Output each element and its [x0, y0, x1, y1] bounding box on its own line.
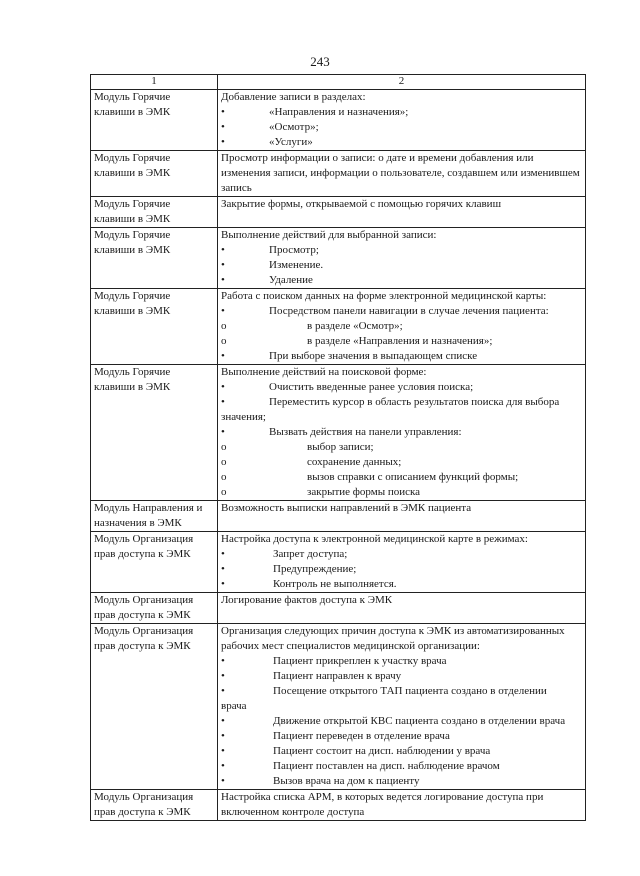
module-name-cell: Модуль Горячие клавиши в ЭМК — [91, 197, 218, 228]
module-name-cell: Модуль Организация прав доступа к ЭМК — [91, 532, 218, 593]
list-item-text: Вызов врача на дом к пациенту — [273, 775, 420, 787]
list-item — [221, 759, 582, 774]
description-cell — [218, 151, 586, 197]
sub-bullet-marker: o — [221, 441, 227, 453]
table-row — [91, 228, 586, 289]
list-item-text: сохранение данных; — [307, 456, 402, 468]
description-cell — [218, 90, 586, 151]
list-item — [221, 334, 582, 349]
table-row — [91, 289, 586, 365]
text-line: Добавление записи в разделах: — [221, 91, 366, 103]
text-line: значения; — [221, 411, 266, 423]
module-name-cell: Модуль Горячие клавиши в ЭМК — [91, 365, 218, 501]
text-line: Выполнение действий на поисковой форме: — [221, 366, 427, 378]
list-item-text: «Услуги» — [269, 136, 313, 148]
bullet-marker: • — [221, 745, 225, 757]
sub-bullet-marker: o — [221, 486, 227, 498]
list-item-text: в разделе «Осмотр»; — [307, 320, 403, 332]
column-header-1: 1 — [91, 75, 218, 90]
bullet-marker: • — [221, 259, 225, 271]
table-row — [91, 790, 586, 821]
list-item — [221, 744, 582, 759]
list-item-text: При выборе значения в выпадающем списке — [269, 350, 478, 362]
list-item-text: Пациент переведен в отделение врача — [273, 730, 450, 742]
module-name-cell: Модуль Горячие клавиши в ЭМК — [91, 228, 218, 289]
list-item — [221, 319, 582, 334]
description-cell — [218, 593, 586, 624]
text-line: врача — [221, 700, 247, 712]
list-item-text: Движение открытой КВС пациента создано в отделении врача — [273, 715, 566, 727]
list-item-text: Изменение. — [269, 259, 324, 271]
list-item — [221, 105, 582, 120]
table-row — [91, 365, 586, 501]
table-header-row — [91, 75, 586, 90]
list-item — [221, 258, 582, 273]
page-number: 243 — [310, 54, 330, 69]
text-line: Работа с поиском данных на форме электронной медицинской карты: — [221, 290, 547, 302]
bullet-marker: • — [221, 730, 225, 742]
module-name-cell: Модуль Организация прав доступа к ЭМК — [91, 624, 218, 790]
list-item — [221, 729, 582, 744]
list-item — [221, 485, 582, 500]
list-item — [221, 547, 582, 562]
module-name-cell: Модуль Горячие клавиши в ЭМК — [91, 151, 218, 197]
list-item — [221, 684, 582, 699]
table-row — [91, 532, 586, 593]
bullet-marker: • — [221, 563, 225, 575]
bullet-marker: • — [221, 136, 225, 148]
table-row — [91, 90, 586, 151]
bullet-marker: • — [221, 578, 225, 590]
bullet-marker: • — [221, 548, 225, 560]
text-line: Настройка списка АРМ, в которых ведется логирование доступа при включенном контроле доступа — [221, 791, 544, 818]
bullet-marker: • — [221, 426, 225, 438]
bullet-marker: • — [221, 244, 225, 256]
list-item-text: Пациент поставлен на дисп. наблюдение врачом — [273, 760, 500, 772]
table-row — [91, 593, 586, 624]
bullet-marker: • — [221, 121, 225, 133]
sub-bullet-marker: o — [221, 320, 227, 332]
description-cell — [218, 365, 586, 501]
bullet-marker: • — [221, 350, 225, 362]
text-line: Логирование фактов доступа к ЭМК — [221, 594, 393, 606]
bullet-marker: • — [221, 305, 225, 317]
bullet-marker: • — [221, 655, 225, 667]
list-item-text: Контроль не выполняется. — [273, 578, 397, 590]
requirements-table — [90, 74, 586, 821]
table-row — [91, 197, 586, 228]
bullet-marker: • — [221, 670, 225, 682]
list-item — [221, 470, 582, 485]
list-item — [221, 562, 582, 577]
bullet-marker: • — [221, 106, 225, 118]
list-item — [221, 120, 582, 135]
text-line: Закрытие формы, открываемой с помощью горячих клавиш — [221, 198, 502, 210]
module-name-cell: Модуль Организация прав доступа к ЭМК — [91, 790, 218, 821]
text-line: Просмотр информации о записи: о дате и времени добавления или изменения записи, информации о пользователе, создавшем или изменившем запись — [221, 152, 580, 194]
list-item — [221, 440, 582, 455]
description-cell — [218, 624, 586, 790]
list-item — [221, 135, 582, 150]
table-row — [91, 501, 586, 532]
list-item-text: Переместить курсор в область результатов поиска для выбора — [269, 396, 560, 408]
list-item — [221, 654, 582, 669]
list-item-text: «Осмотр»; — [269, 121, 319, 133]
list-item-text: выбор записи; — [307, 441, 374, 453]
table-row — [91, 624, 586, 790]
list-item-text: «Направления и назначения»; — [269, 106, 409, 118]
list-item — [221, 380, 582, 395]
list-item — [221, 304, 582, 319]
list-item-text: Запрет доступа; — [273, 548, 348, 560]
list-item — [221, 425, 582, 440]
list-item — [221, 455, 582, 470]
list-item-text: Предупреждение; — [273, 563, 357, 575]
list-item — [221, 395, 582, 410]
sub-bullet-marker: o — [221, 471, 227, 483]
list-item — [221, 577, 582, 592]
text-line: Организация следующих причин доступа к ЭМК из автоматизированных рабочих мест специалистов медицинской организации: — [221, 625, 565, 652]
description-cell — [218, 289, 586, 365]
bullet-marker: • — [221, 396, 225, 408]
list-item-text: в разделе «Направления и назначения»; — [307, 335, 493, 347]
description-cell — [218, 790, 586, 821]
list-item-text: Пациент прикреплен к участку врача — [273, 655, 447, 667]
bullet-marker: • — [221, 685, 225, 697]
list-item-text: Просмотр; — [269, 244, 319, 256]
sub-bullet-marker: o — [221, 456, 227, 468]
text-line: Настройка доступа к электронной медицинской карте в режимах: — [221, 533, 528, 545]
list-item-text: Посредством панели навигации в случае лечения пациента: — [269, 305, 549, 317]
bullet-marker: • — [221, 274, 225, 286]
list-item — [221, 714, 582, 729]
list-item — [221, 273, 582, 288]
list-item-text: Пациент состоит на дисп. наблюдении у врача — [273, 745, 491, 757]
list-item-text: Очистить введенные ранее условия поиска; — [269, 381, 474, 393]
list-item-text: Вызвать действия на панели управления: — [269, 426, 462, 438]
text-line: Выполнение действий для выбранной записи: — [221, 229, 437, 241]
module-name-cell: Модуль Горячие клавиши в ЭМК — [91, 289, 218, 365]
table-row — [91, 151, 586, 197]
list-item-text: Посещение открытого ТАП пациента создано в отделении — [273, 685, 547, 697]
list-item-text: Пациент направлен к врачу — [273, 670, 402, 682]
list-item — [221, 669, 582, 684]
list-item — [221, 243, 582, 258]
list-item — [221, 774, 582, 789]
module-name-cell: Модуль Организация прав доступа к ЭМК — [91, 593, 218, 624]
bullet-marker: • — [221, 715, 225, 727]
column-header-2: 2 — [218, 75, 586, 90]
text-line: Возможность выписки направлений в ЭМК пациента — [221, 502, 472, 514]
bullet-marker: • — [221, 381, 225, 393]
sub-bullet-marker: o — [221, 335, 227, 347]
bullet-marker: • — [221, 775, 225, 787]
list-item-text: вызов справки с описанием функций формы; — [307, 471, 519, 483]
description-cell — [218, 197, 586, 228]
module-name-cell: Модуль Горячие клавиши в ЭМК — [91, 90, 218, 151]
module-name-cell: Модуль Направления и назначения в ЭМК — [91, 501, 218, 532]
list-item — [221, 349, 582, 364]
list-item-text: Удаление — [269, 274, 313, 286]
description-cell — [218, 501, 586, 532]
list-item-text: закрытие формы поиска — [307, 486, 421, 498]
description-cell — [218, 532, 586, 593]
bullet-marker: • — [221, 760, 225, 772]
description-cell — [218, 228, 586, 289]
